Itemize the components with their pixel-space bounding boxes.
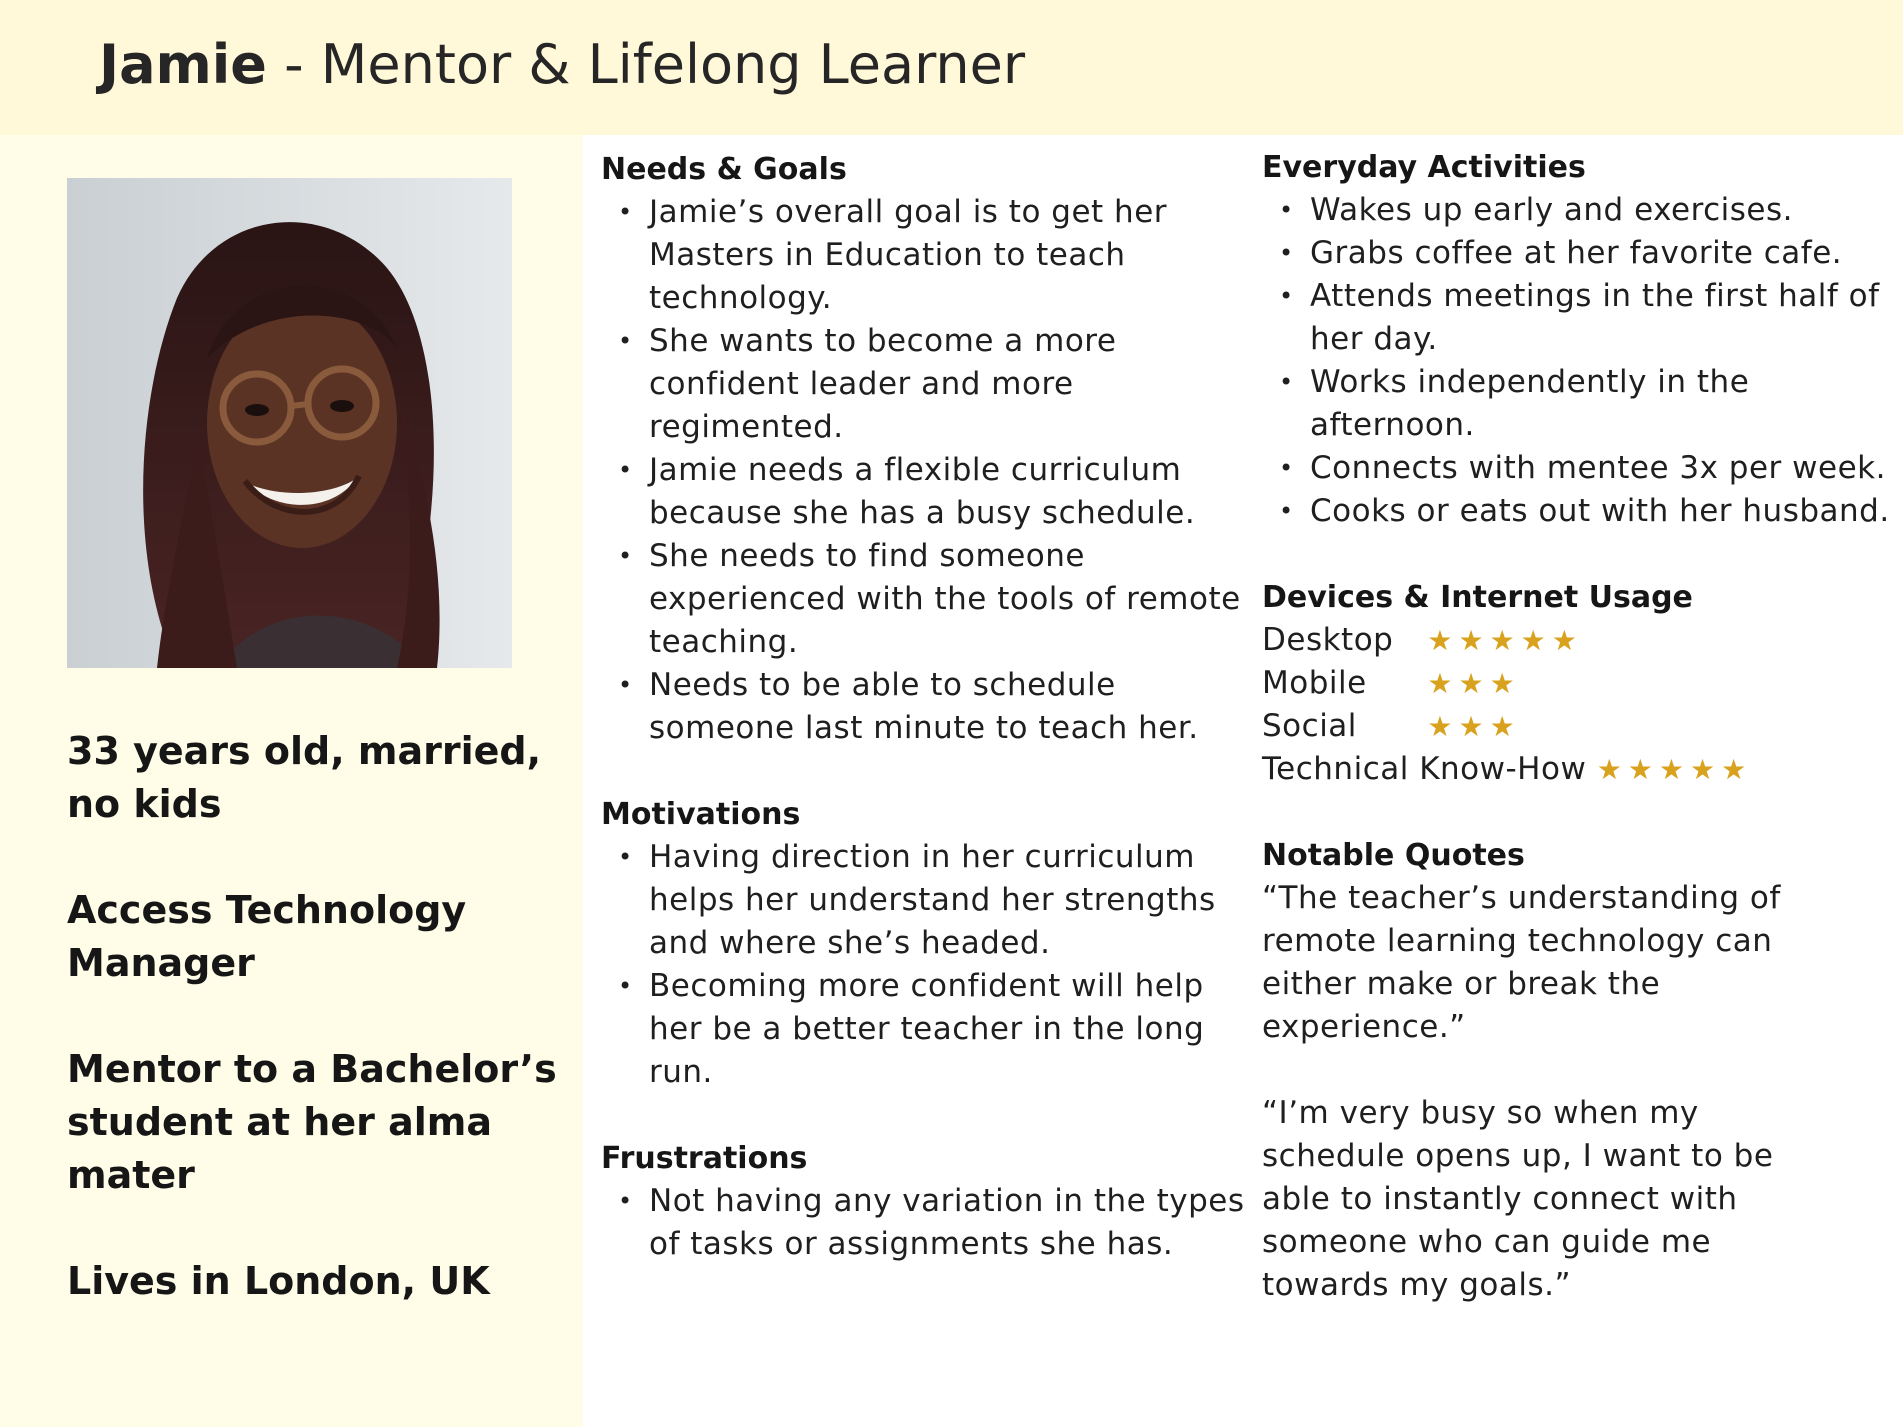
motivations-list: [601, 836, 1251, 1094]
list-item: [601, 191, 1251, 320]
list-item-text: Connects with mentee 3x per week.: [1310, 450, 1886, 486]
bullet-icon: •: [618, 542, 633, 570]
fact-job: Access Technology Manager: [67, 888, 467, 985]
list-item-text: Jamie needs a flexible curriculum because she has a busy schedule.: [649, 452, 1196, 531]
persona-name: Jamie: [99, 33, 267, 96]
bullet-icon: •: [1279, 196, 1294, 224]
frustrations-list: [601, 1180, 1251, 1266]
device-row: [1262, 662, 1902, 705]
bullet-icon: •: [618, 972, 633, 1000]
bullet-icon: •: [618, 843, 633, 871]
list-item: [1262, 275, 1902, 361]
list-item-text: Cooks or eats out with her husband.: [1310, 493, 1890, 529]
list-item: [601, 535, 1251, 664]
star-rating-icon: ★★★★★: [1596, 753, 1753, 786]
header-banner: [0, 0, 1903, 135]
device-row: [1262, 619, 1902, 662]
list-item: [601, 836, 1251, 965]
list-item: [1262, 447, 1902, 490]
quote-text: “I’m very busy so when my schedule opens up, I want to be able to instantly connect with someone who can guide me towards my goals.”: [1262, 1095, 1774, 1303]
device-label: Mobile: [1262, 665, 1367, 701]
devices-list: [1262, 619, 1902, 791]
list-item-text: Works independently in the afternoon.: [1310, 364, 1750, 443]
needs-goals-title: Needs & Goals: [601, 152, 847, 187]
fact-mentor: Mentor to a Bachelor’s student at her alma mater: [67, 1047, 557, 1197]
list-item: [1262, 490, 1902, 533]
devices-title: Devices & Internet Usage: [1262, 580, 1693, 615]
list-item: [601, 965, 1251, 1094]
list-item: [601, 449, 1251, 535]
motivations-title: Motivations: [601, 797, 801, 832]
fact-location: Lives in London, UK: [67, 1259, 490, 1303]
device-row: [1262, 705, 1902, 748]
list-item-text: Jamie’s overall goal is to get her Masters in Education to teach technology.: [649, 194, 1168, 316]
list-item-text: Not having any variation in the types of tasks or assignments she has.: [649, 1183, 1245, 1262]
list-item-text: She needs to find someone experienced with the tools of remote teaching.: [649, 538, 1241, 660]
bullet-icon: •: [1279, 454, 1294, 482]
quotes-title: Notable Quotes: [1262, 838, 1525, 873]
bullet-icon: •: [1279, 282, 1294, 310]
list-item-text: Becoming more confident will help her be a better teacher in the long run.: [649, 968, 1205, 1090]
device-label: Social: [1262, 708, 1357, 744]
middle-column: [601, 148, 1251, 1309]
star-rating-icon: ★★★: [1427, 667, 1521, 700]
quote-text: “The teacher’s understanding of remote learning technology can either make or break the experience.”: [1262, 880, 1781, 1045]
list-item: [1262, 232, 1902, 275]
bullet-icon: •: [618, 198, 633, 226]
bullet-icon: •: [1279, 368, 1294, 396]
bullet-icon: •: [618, 671, 633, 699]
list-item: [1262, 189, 1902, 232]
list-item: [601, 664, 1251, 750]
persona-facts: [67, 725, 567, 1361]
list-item-text: Having direction in her curriculum helps her understand her strengths and where she’s headed.: [649, 839, 1216, 961]
device-row: [1262, 748, 1902, 791]
list-item: [601, 320, 1251, 449]
right-column: [1262, 146, 1902, 1350]
frustrations-title: Frustrations: [601, 1141, 808, 1176]
bullet-icon: •: [618, 456, 633, 484]
everyday-title: Everyday Activities: [1262, 150, 1586, 185]
list-item-text: Attends meetings in the first half of her day.: [1310, 278, 1880, 357]
bullet-icon: •: [1279, 239, 1294, 267]
device-label: Technical Know-How: [1262, 751, 1587, 787]
persona-subtitle: - Mentor & Lifelong Learner: [266, 33, 1026, 96]
everyday-list: [1262, 189, 1902, 533]
list-item-text: Grabs coffee at her favorite cafe.: [1310, 235, 1843, 271]
star-rating-icon: ★★★: [1427, 710, 1521, 743]
bullet-icon: •: [1279, 497, 1294, 525]
bullet-icon: •: [618, 327, 633, 355]
list-item: [1262, 361, 1902, 447]
page-title: [99, 30, 1025, 100]
list-item-text: Needs to be able to schedule someone last minute to teach her.: [649, 667, 1199, 746]
list-item: [601, 1180, 1251, 1266]
persona-photo: [67, 178, 512, 668]
star-rating-icon: ★★★★★: [1427, 624, 1583, 657]
fact-age: 33 years old, married, no kids: [67, 729, 542, 826]
bullet-icon: •: [618, 1187, 633, 1215]
device-label: Desktop: [1262, 622, 1394, 658]
list-item-text: She wants to become a more confident leader and more regimented.: [649, 323, 1117, 445]
list-item-text: Wakes up early and exercises.: [1310, 192, 1794, 228]
needs-goals-list: [601, 191, 1251, 750]
